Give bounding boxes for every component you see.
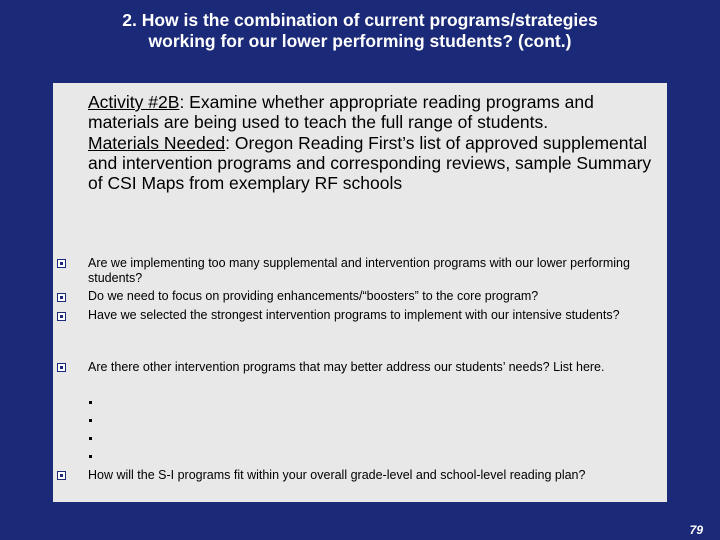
slide-title (60, 10, 660, 52)
materials-text: : Oregon Reading First’s list of approved supplemental and intervention programs and corresponding reviews, sample Summary of CSI Maps from exemplary RF schools (88, 132, 652, 194)
list-placeholder-dot (89, 419, 92, 422)
page-number: 79 (689, 523, 703, 537)
question-item: Do we need to focus on providing enhancements/“boosters” to the core program? (88, 289, 539, 303)
question-item: Are there other intervention programs that may better address our students’ needs? List here. (88, 360, 605, 374)
square-bullet-icon (57, 471, 66, 480)
question-item: Are we implementing too many supplemental and intervention programs with our lower performing students? (88, 256, 630, 285)
activity-label: Activity #2B (88, 92, 180, 112)
square-bullet-icon (57, 293, 66, 302)
activity-text: : Examine whether appropriate reading programs and materials are being used to teach the full range of students. (88, 92, 594, 133)
materials-label: Materials Needed (88, 132, 226, 153)
activity-block (88, 92, 663, 193)
slide-title-line-1: 2. How is the combination of current programs/strategies (122, 10, 598, 30)
question-item: Have we selected the strongest intervention programs to implement with our intensive students? (88, 308, 620, 322)
list-placeholder-dot (89, 437, 92, 440)
list-placeholder-dot (89, 455, 92, 458)
activity-paragraph (88, 92, 663, 133)
square-bullet-icon (57, 312, 66, 321)
square-bullet-icon (57, 363, 66, 372)
question-item: How will the S-I programs fit within your overall grade-level and school-level reading plan? (88, 468, 586, 482)
list-placeholder-dot (89, 401, 92, 404)
materials-paragraph (88, 133, 663, 194)
square-bullet-icon (57, 259, 66, 268)
slide-title-line-2: working for our lower performing students? (cont.) (148, 31, 572, 51)
